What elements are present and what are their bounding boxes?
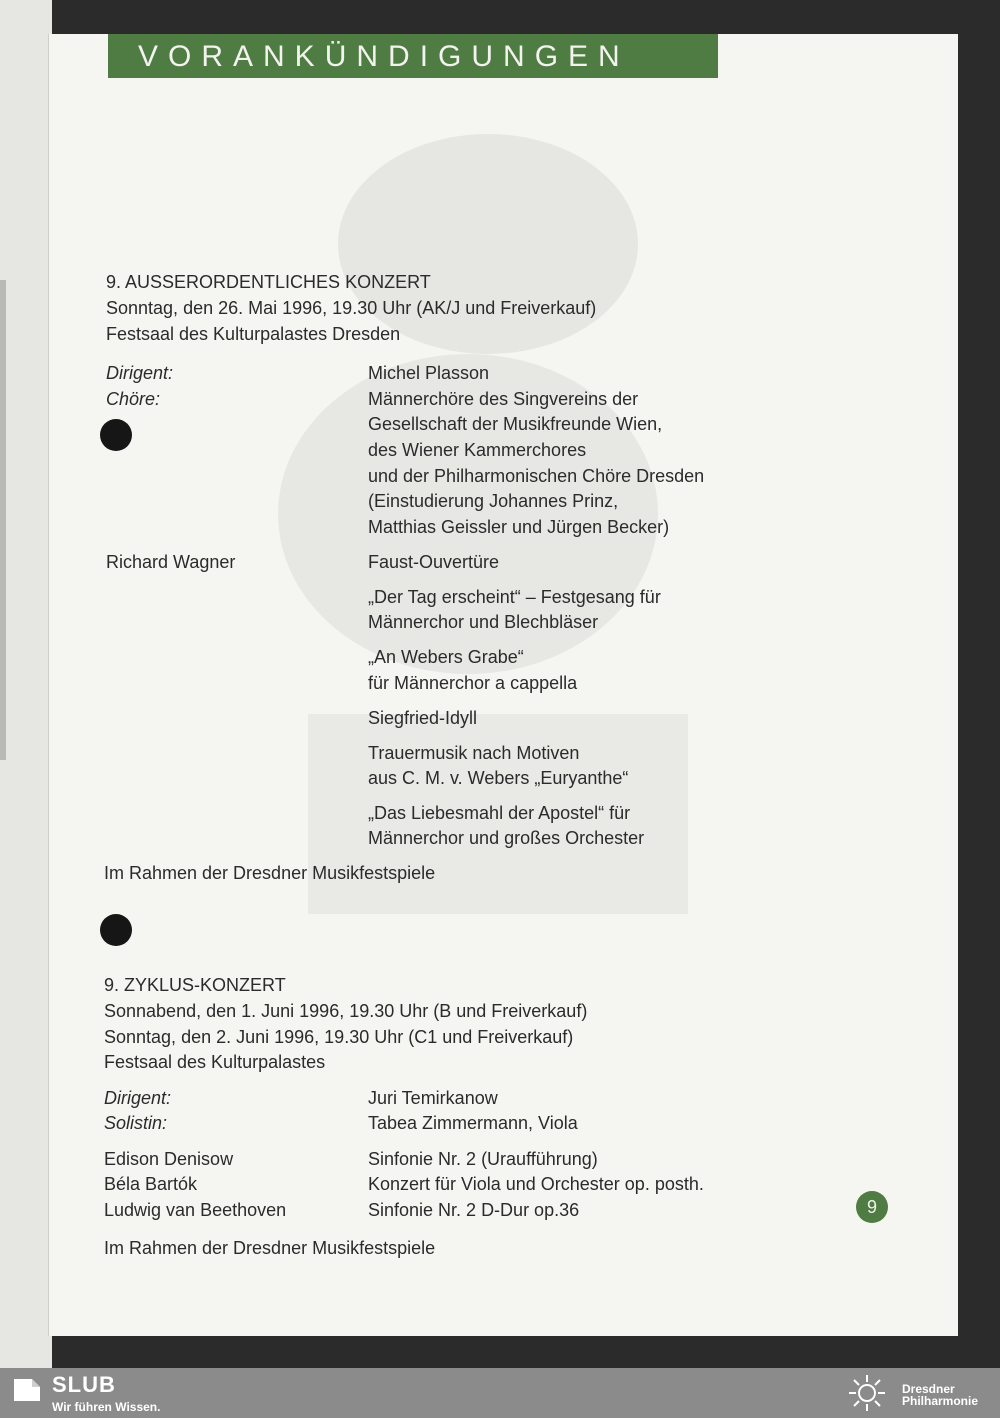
concert2-conductor-label: Dirigent: xyxy=(104,1088,172,1108)
concert1-choir-line: Männerchöre des Singvereins der xyxy=(368,389,639,409)
concert2-work: Sinfonie Nr. 2 D-Dur op.36 xyxy=(368,1200,580,1220)
concert1-work: „An Webers Grabe“ xyxy=(368,647,524,667)
document-page xyxy=(48,34,958,1336)
philharmonie-name xyxy=(902,1383,978,1407)
punch-hole-top xyxy=(100,419,132,451)
concert2-date: Sonntag, den 2. Juni 1996, 19.30 Uhr (C1 und Freiverkauf) xyxy=(104,1027,574,1047)
concert2-soloist-label: Solistin: xyxy=(104,1113,168,1133)
concert1-choir-line: und der Philharmonischen Chöre Dresden xyxy=(368,466,705,486)
concert2-composer: Ludwig van Beethoven xyxy=(104,1200,287,1220)
concert1-choir-line: Matthias Geissler und Jürgen Becker) xyxy=(368,517,670,537)
concert1-composer: Richard Wagner xyxy=(106,552,236,572)
concert2-conductor: Juri Temirkanow xyxy=(368,1088,498,1108)
slub-name: SLUB xyxy=(52,1372,116,1397)
concert1-venue: Festsaal des Kulturpalastes Dresden xyxy=(106,324,401,344)
concert1-conductor: Michel Plasson xyxy=(368,363,490,383)
concert1-note: Im Rahmen der Dresdner Musikfestspiele xyxy=(104,863,436,883)
page-number-badge: 9 xyxy=(856,1191,888,1223)
concert1-choir-line: Gesellschaft der Musikfreunde Wien, xyxy=(368,414,663,434)
page-title: VORANKÜNDIGUNGEN xyxy=(138,40,630,73)
concert1-title: 9. AUSSERORDENTLICHES KONZERT xyxy=(106,272,431,292)
slub-tagline: Wir führen Wissen. xyxy=(52,1400,161,1414)
concert1-work: Trauermusik nach Motiven xyxy=(368,743,580,763)
header-bar xyxy=(108,34,718,78)
concert2-note: Im Rahmen der Dresdner Musikfestspiele xyxy=(104,1238,436,1258)
concert1-choirs-label: Chöre: xyxy=(106,389,161,409)
concert1-work: Faust-Ouvertüre xyxy=(368,552,500,572)
scan-left-margin xyxy=(0,0,52,1368)
concert1-work-line: aus C. M. v. Webers „Euryanthe“ xyxy=(368,768,629,788)
concert1-date: Sonntag, den 26. Mai 1996, 19.30 Uhr (AK/J und Freiverkauf) xyxy=(106,298,597,318)
concert1-work-line: Männerchor und Blechbläser xyxy=(368,612,599,632)
concert1-work-line: Männerchor und großes Orchester xyxy=(368,828,645,848)
philharmonie-name-line1: Dresdner xyxy=(902,1382,955,1396)
concert2-work: Sinfonie Nr. 2 (Uraufführung) xyxy=(368,1149,598,1169)
concert2-composer: Edison Denisow xyxy=(104,1149,234,1169)
concert2-title: 9. ZYKLUS-KONZERT xyxy=(104,975,286,995)
concert1-conductor-label: Dirigent: xyxy=(106,363,174,383)
concert1-choir-line: (Einstudierung Johannes Prinz, xyxy=(368,491,619,511)
punch-hole-bottom xyxy=(100,914,132,946)
slub-logo-icon xyxy=(12,1377,42,1403)
philharmonie-name-line2: Philharmonie xyxy=(902,1394,979,1408)
concert2-soloist: Tabea Zimmermann, Viola xyxy=(368,1113,578,1133)
concert1-work: „Das Liebesmahl der Apostel“ für xyxy=(368,803,631,823)
footer-bar xyxy=(0,1368,1000,1418)
concert1-work-line: für Männerchor a cappella xyxy=(368,673,578,693)
concert2-venue: Festsaal des Kulturpalastes xyxy=(104,1052,326,1072)
bleed-through-illustration xyxy=(248,94,748,994)
philharmonie-logo-icon xyxy=(842,1373,892,1413)
concert2-composer: Béla Bartók xyxy=(104,1174,198,1194)
concert1-choir-line: des Wiener Kammerchores xyxy=(368,440,587,460)
concert2-date: Sonnabend, den 1. Juni 1996, 19.30 Uhr (B und Freiverkauf) xyxy=(104,1001,588,1021)
previous-page-edge xyxy=(0,280,6,760)
concert1-work: „Der Tag erscheint“ – Festgesang für xyxy=(368,587,661,607)
concert1-work: Siegfried-Idyll xyxy=(368,708,478,728)
concert2-work: Konzert für Viola und Orchester op. posth. xyxy=(368,1174,704,1194)
